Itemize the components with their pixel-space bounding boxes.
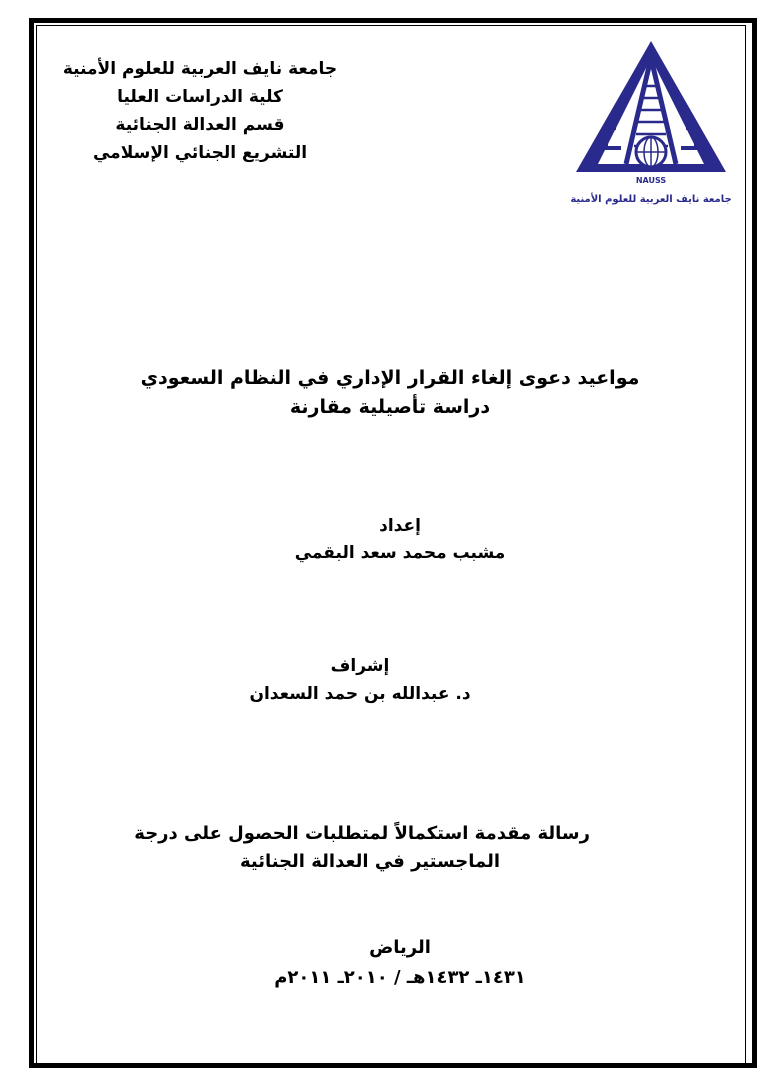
department-name: قسم العدالة الجنائية [115, 115, 285, 135]
university-logo [566, 36, 736, 188]
university-name: جامعة نايف العربية للعلوم الأمنية [62, 59, 338, 79]
degree-line-2: الماجستير في العدالة الجنائية [239, 851, 501, 872]
college-name: كلية الدراسات العليا [117, 87, 283, 107]
thesis-main-title: مواعيد دعوى إلغاء القرار الإداري في النظام السعودي [140, 367, 640, 389]
specialization-name: التشريع الجنائي الإسلامي [92, 143, 308, 163]
supervisor-name: د. عبدالله بن حمد السعدان [249, 684, 471, 704]
preparation-block [200, 513, 600, 567]
degree-statement [134, 820, 590, 876]
supervision-label: إشراف [330, 656, 390, 676]
logo-caption: جامعة نايف العربية للعلوم الأمنية [570, 194, 732, 205]
author-name: مشبب محمد سعد البقمي [294, 543, 506, 563]
supervision-block [160, 652, 560, 708]
preparation-label: إعداد [379, 516, 421, 536]
footer-block [200, 933, 600, 993]
logo-acronym: NAUSS [635, 176, 667, 185]
thesis-subtitle: دراسة تأصيلية مقارنة [289, 396, 491, 418]
city: الرياض [369, 937, 431, 958]
thesis-title [120, 364, 660, 422]
degree-line-1: رسالة مقدمة استكمالاً لمتطلبات الحصول على درجة [134, 823, 590, 844]
institution-header [60, 55, 340, 167]
academic-year: ١٤٣١ـ ١٤٣٢هـ / ٢٠١٠ـ ٢٠١١م [274, 967, 526, 988]
